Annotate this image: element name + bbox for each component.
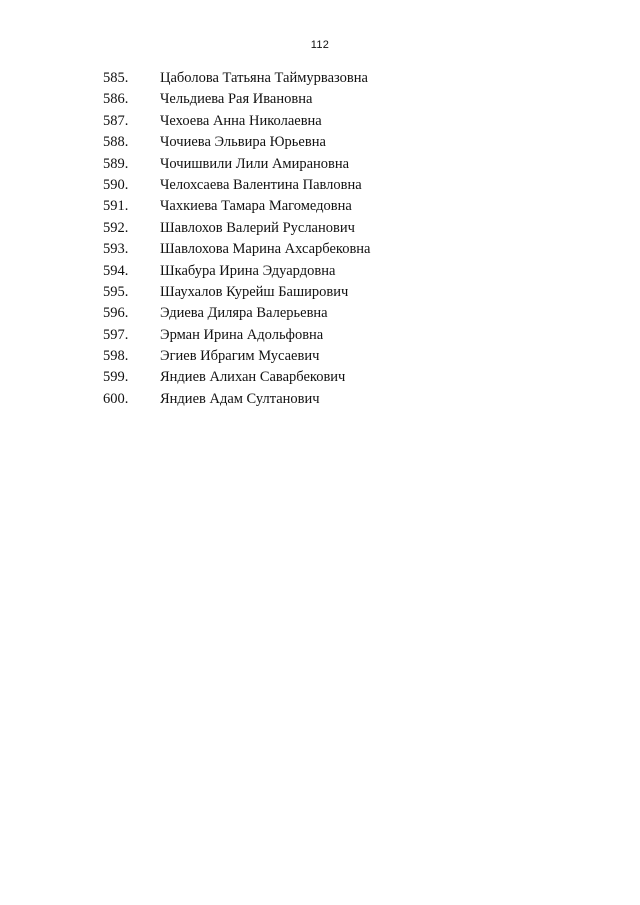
list-item bbox=[0, 89, 640, 110]
entry-name: Чехоева Анна Николаевна bbox=[160, 112, 322, 129]
entry-name: Чельдиева Рая Ивановна bbox=[160, 91, 313, 108]
entry-name: Челохсаева Валентина Павловна bbox=[160, 176, 362, 193]
list-item bbox=[0, 68, 640, 89]
entry-number: 594. bbox=[103, 262, 129, 279]
entry-number: 596. bbox=[103, 305, 129, 322]
entry-name: Шкабура Ирина Эдуардовна bbox=[160, 262, 336, 279]
entry-number: 600. bbox=[103, 390, 129, 407]
entry-number: 590. bbox=[103, 176, 129, 193]
entry-number: 598. bbox=[103, 348, 129, 365]
entry-number: 595. bbox=[103, 283, 129, 300]
list-item bbox=[0, 111, 640, 132]
entry-name: Эдиева Диляра Валерьевна bbox=[160, 305, 328, 322]
entry-number: 588. bbox=[103, 134, 129, 151]
entry-name: Эрман Ирина Адольфовна bbox=[160, 326, 324, 343]
entry-number: 586. bbox=[103, 91, 129, 108]
list-item bbox=[0, 196, 640, 217]
entry-name: Яндиев Адам Султанович bbox=[160, 390, 320, 407]
entry-name: Чахкиева Тамара Магомедовна bbox=[160, 198, 352, 215]
entry-number: 599. bbox=[103, 369, 129, 386]
entry-number: 592. bbox=[103, 219, 129, 236]
entry-name: Цаболова Татьяна Таймурвазовна bbox=[160, 70, 368, 86]
list-item bbox=[0, 367, 640, 388]
entry-name: Шавлохов Валерий Русланович bbox=[160, 219, 355, 236]
entry-number: 593. bbox=[103, 241, 129, 258]
entry-name: Шавлохова Марина Ахсарбековна bbox=[160, 241, 371, 258]
list-item bbox=[0, 154, 640, 175]
entry-number: 585. bbox=[103, 70, 129, 86]
entry-name: Яндиев Алихан Саварбекович bbox=[160, 369, 346, 386]
entry-number: 591. bbox=[103, 198, 129, 215]
entry-name: Шаухалов Курейш Баширович bbox=[160, 283, 349, 300]
page-number: 112 bbox=[310, 39, 330, 51]
list-item bbox=[0, 132, 640, 153]
list-item bbox=[0, 325, 640, 346]
list-item bbox=[0, 239, 640, 260]
entry-number: 589. bbox=[103, 155, 129, 172]
list-item bbox=[0, 389, 640, 410]
entry-number: 587. bbox=[103, 112, 129, 129]
list-item bbox=[0, 261, 640, 282]
list-item bbox=[0, 346, 640, 367]
list-item bbox=[0, 218, 640, 239]
entry-name: Чочиева Эльвира Юрьевна bbox=[160, 134, 326, 151]
list-item bbox=[0, 175, 640, 196]
list-item bbox=[0, 282, 640, 303]
entry-name: Эгиев Ибрагим Мусаевич bbox=[160, 348, 320, 365]
entry-number: 597. bbox=[103, 326, 129, 343]
entry-name: Чочишвили Лили Амирановна bbox=[160, 155, 350, 172]
name-list bbox=[0, 68, 640, 410]
list-item bbox=[0, 303, 640, 324]
